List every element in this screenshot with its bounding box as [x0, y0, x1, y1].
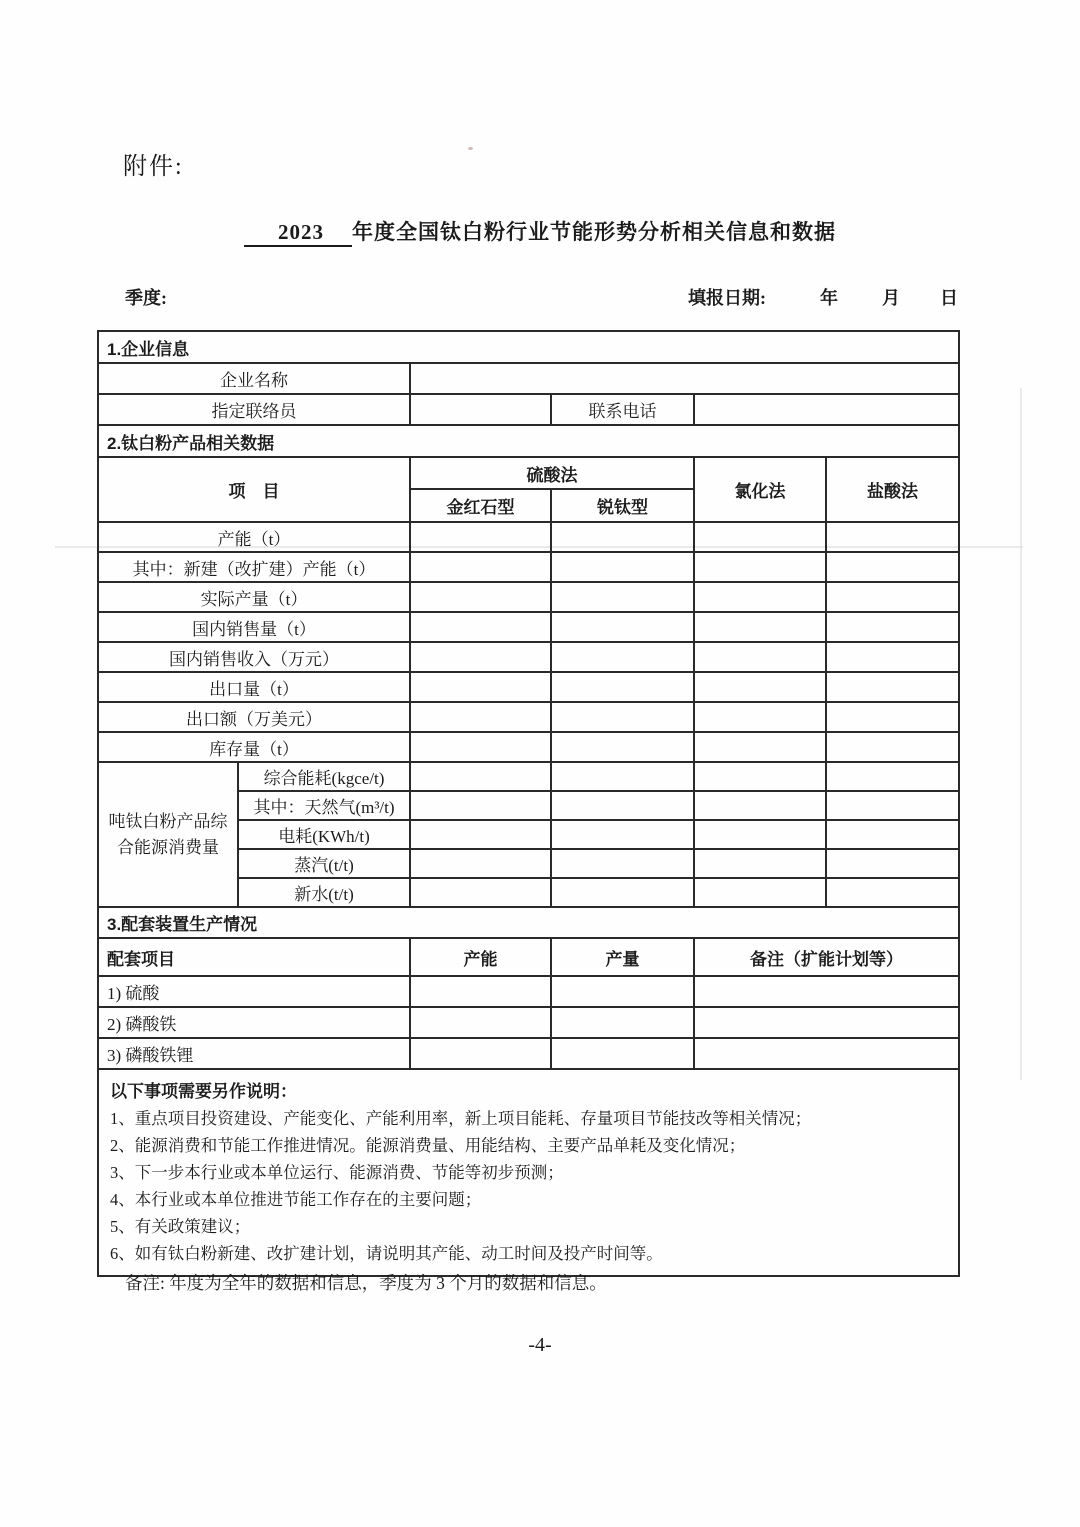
blank-cell [694, 878, 826, 907]
blank-cell [694, 976, 959, 1007]
year-char: 年 [820, 288, 838, 308]
form-table [97, 330, 960, 1277]
note-item-4: 4、本行业或本单位推进节能工作存在的主要问题； [110, 1190, 482, 1209]
blank-cell [826, 672, 959, 702]
blank-cell [551, 702, 694, 732]
energy-row-comprehensive: 综合能耗(kgce/t) [238, 762, 410, 791]
energy-row-fresh-water: 新水(t/t) [238, 878, 410, 907]
chloride-process-header: 氯化法 [694, 457, 826, 522]
company-name-label: 企业名称 [98, 363, 410, 394]
blank-cell [551, 1038, 694, 1069]
row-label-domestic-sales-volume: 国内销售量（t） [98, 612, 410, 642]
notes-block [98, 1069, 959, 1276]
row-label-export-volume: 出口量（t） [98, 672, 410, 702]
contact-person-label: 指定联络员 [98, 394, 410, 425]
section3-title: 3.配套装置生产情况 [98, 907, 959, 938]
scan-artifact-vertical-line [1020, 388, 1022, 1080]
day-char: 日 [940, 288, 958, 308]
row-label-domestic-sales-revenue: 国内销售收入（万元） [98, 642, 410, 672]
blank-cell [694, 732, 826, 762]
contact-person-blank-cell [410, 394, 551, 425]
blank-cell [551, 582, 694, 612]
blank-cell [410, 552, 551, 582]
blank-cell [694, 820, 826, 849]
blank-cell [694, 642, 826, 672]
blank-cell [410, 672, 551, 702]
blank-cell [826, 732, 959, 762]
blank-cell [826, 791, 959, 820]
blank-cell [410, 976, 551, 1007]
sulfate-process-header: 硫酸法 [410, 457, 694, 489]
fill-date-label: 填报日期: [688, 288, 766, 308]
blank-cell [826, 582, 959, 612]
blank-cell [826, 702, 959, 732]
blank-cell [551, 612, 694, 642]
blank-cell [694, 1007, 959, 1038]
phone-label: 联系电话 [551, 394, 694, 425]
blank-cell [694, 1038, 959, 1069]
blank-cell [410, 702, 551, 732]
blank-cell [826, 820, 959, 849]
quarter-label: 季度: [125, 288, 167, 308]
page-number: -4- [528, 1334, 552, 1356]
note-item-1: 1、重点项目投资建设、产能变化、产能利用率，新上项目能耗、存量项目节能技改等相关情况； [110, 1109, 812, 1128]
phone-blank-cell [694, 394, 959, 425]
blank-cell [410, 878, 551, 907]
bottom-remark: 备注: 年度为全年的数据和信息，季度为 3 个月的数据和信息。 [125, 1273, 607, 1293]
blank-cell [694, 552, 826, 582]
blank-cell [551, 552, 694, 582]
section1-title: 1.企业信息 [98, 331, 959, 363]
blank-cell [826, 552, 959, 582]
blank-cell [410, 791, 551, 820]
energy-row-natural-gas: 其中：天然气(m³/t) [238, 791, 410, 820]
blank-cell [826, 642, 959, 672]
notes-title: 以下事项需要另作说明： [110, 1082, 297, 1101]
blank-cell [694, 522, 826, 552]
blank-cell [410, 1038, 551, 1069]
energy-row-electricity: 电耗(KWh/t) [238, 820, 410, 849]
month-char: 月 [882, 288, 900, 308]
blank-cell [551, 732, 694, 762]
blank-cell [826, 612, 959, 642]
note-item-2: 2、能源消费和节能工作推进情况。能源消费量、用能结构、主要产品单耗及变化情况； [110, 1136, 746, 1155]
row-label-new-capacity: 其中：新建（改扩建）产能（t） [98, 552, 410, 582]
blank-cell [826, 878, 959, 907]
document-title [0, 216, 1080, 246]
meta-row [125, 284, 958, 310]
blank-cell [410, 582, 551, 612]
blank-cell [410, 820, 551, 849]
blank-cell [551, 791, 694, 820]
company-name-blank-cell [410, 363, 959, 394]
support-row-lithium-iron-phosphate: 3) 磷酸铁锂 [98, 1038, 410, 1069]
row-label-export-value: 出口额（万美元） [98, 702, 410, 732]
blank-cell [826, 522, 959, 552]
row-label-actual-output: 实际产量（t） [98, 582, 410, 612]
blank-cell [410, 732, 551, 762]
blank-cell [410, 642, 551, 672]
scan-artifact-dot [468, 147, 473, 150]
blank-cell [694, 582, 826, 612]
blank-cell [410, 522, 551, 552]
support-row-iron-phosphate: 2) 磷酸铁 [98, 1007, 410, 1038]
blank-cell [551, 878, 694, 907]
blank-cell [694, 762, 826, 791]
section2-title: 2.钛白粉产品相关数据 [98, 425, 959, 457]
hcl-process-header: 盐酸法 [826, 457, 959, 522]
blank-cell [826, 849, 959, 878]
blank-cell [410, 612, 551, 642]
blank-cell [410, 1007, 551, 1038]
support-remark-header: 备注（扩能计划等） [694, 938, 959, 976]
blank-cell [410, 849, 551, 878]
support-capacity-header: 产能 [410, 938, 551, 976]
blank-cell [694, 672, 826, 702]
blank-cell [694, 791, 826, 820]
row-label-capacity: 产能（t） [98, 522, 410, 552]
blank-cell [410, 762, 551, 791]
blank-cell [826, 762, 959, 791]
note-item-3: 3、下一步本行业或本单位运行、能源消费、节能等初步预测； [110, 1163, 564, 1182]
fill-date-group [688, 284, 958, 310]
note-item-6: 6、如有钛白粉新建、改扩建计划，请说明其产能、动工时间及投产时间等。 [110, 1244, 663, 1263]
anatase-type-header: 锐钛型 [551, 489, 694, 522]
blank-cell [551, 762, 694, 791]
support-output-header: 产量 [551, 938, 694, 976]
energy-row-steam: 蒸汽(t/t) [238, 849, 410, 878]
blank-cell [551, 1007, 694, 1038]
energy-group-label: 吨钛白粉产品综合能源消费量 [98, 762, 238, 907]
blank-cell [551, 849, 694, 878]
blank-cell [551, 976, 694, 1007]
title-text: 年度全国钛白粉行业节能形势分析相关信息和数据 [352, 221, 836, 244]
blank-cell [551, 522, 694, 552]
blank-cell [694, 849, 826, 878]
blank-cell [694, 702, 826, 732]
support-row-sulfuric-acid: 1) 硫酸 [98, 976, 410, 1007]
blank-cell [694, 612, 826, 642]
support-item-header: 配套项目 [98, 938, 410, 976]
attachment-label: 附件: [123, 154, 184, 180]
rutile-type-header: 金红石型 [410, 489, 551, 522]
blank-cell [551, 820, 694, 849]
note-item-5: 5、有关政策建议； [110, 1217, 251, 1236]
title-year-underlined: 2023 [244, 220, 352, 247]
item-column-header: 项 目 [98, 457, 410, 522]
row-label-inventory: 库存量（t） [98, 732, 410, 762]
blank-cell [551, 672, 694, 702]
blank-cell [551, 642, 694, 672]
